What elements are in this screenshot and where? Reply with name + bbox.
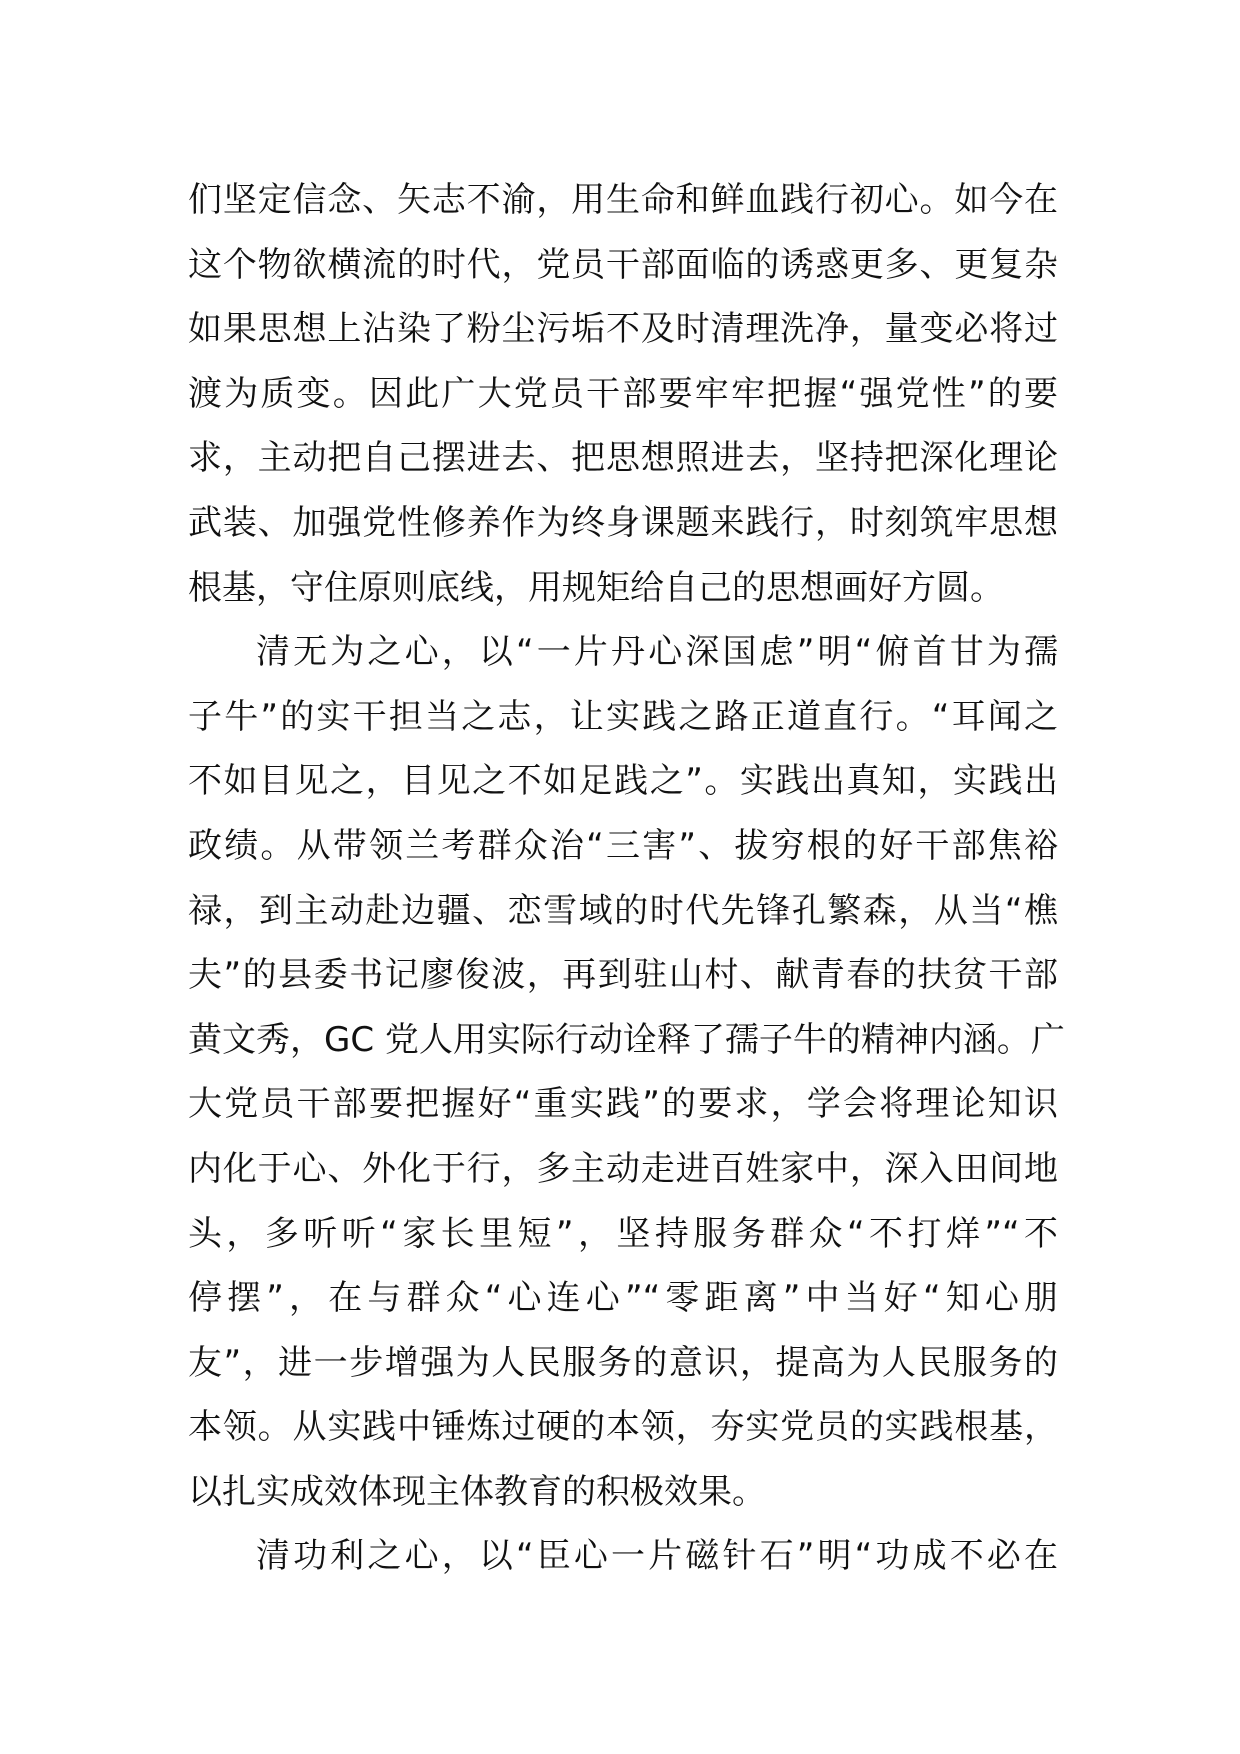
paragraph-1 — [188, 168, 1058, 620]
text-line: 内化于心、外化于行，多主动走进百姓家中，深入田间地 — [188, 1148, 1058, 1189]
text-line: 不如目见之，目见之不如足践之”。实践出真知，实践出 — [188, 761, 1058, 802]
document-body — [188, 168, 1065, 1589]
text-line: 友”，进一步增强为人民服务的意识，提高为人民服务的 — [188, 1342, 1058, 1383]
text-line: 武装、加强党性修养作为终身课题来践行，时刻筑牢思想 — [188, 502, 1058, 543]
text-line: 清无为之心，以“一片丹心深国虑”明“俯首甘为孺 — [256, 632, 1058, 673]
text-line: 子牛”的实干担当之志，让实践之路正道直行。“耳闻之 — [188, 696, 1058, 737]
text-line: 这个物欲横流的时代，党员干部面临的诱惑更多、更复杂 — [188, 244, 1058, 285]
text-line: 禄，到主动赴边疆、恋雪域的时代先锋孔繁森，从当“樵 — [188, 890, 1058, 931]
paragraph-2 — [188, 620, 1065, 1524]
text-line: 清功利之心，以“臣心一片磁针石”明“功成不必在 — [256, 1536, 1058, 1577]
text-line: 渡为质变。因此广大党员干部要牢牢把握“强党性”的要 — [188, 373, 1058, 414]
text-line: 以扎实成效体现主体教育的积极效果。 — [188, 1471, 766, 1512]
text-line: 停摆”，在与群众“心连心”“零距离”中当好“知心朋 — [188, 1278, 1058, 1319]
text-line: 大党员干部要把握好“重实践”的要求，学会将理论知识 — [188, 1084, 1058, 1125]
text-line: 政绩。从带领兰考群众治“三害”、拔穷根的好干部焦裕 — [188, 825, 1058, 866]
text-line: 根基，守住原则底线，用规矩给自己的思想画好方圆。 — [188, 567, 1004, 608]
text-line: 本领。从实践中锤炼过硬的本领，夯实党员的实践根基， — [188, 1407, 1058, 1448]
text-line: 黄文秀，GC 党人用实际行动诠释了孺子牛的精神内涵。广 — [188, 1019, 1065, 1060]
paragraph-3 — [188, 1524, 1058, 1589]
text-line: 们坚定信念、矢志不渝，用生命和鲜血践行初心。如今在 — [188, 180, 1058, 220]
text-line: 如果思想上沾染了粉尘污垢不及时清理洗净，量变必将过 — [188, 309, 1058, 350]
text-line: 求，主动把自己摆进去、把思想照进去，坚持把深化理论 — [188, 438, 1058, 479]
text-line: 夫”的县委书记廖俊波，再到驻山村、献青春的扶贫干部 — [188, 955, 1058, 996]
text-line: 头，多听听“家长里短”，坚持服务群众“不打烊”“不 — [188, 1213, 1058, 1254]
